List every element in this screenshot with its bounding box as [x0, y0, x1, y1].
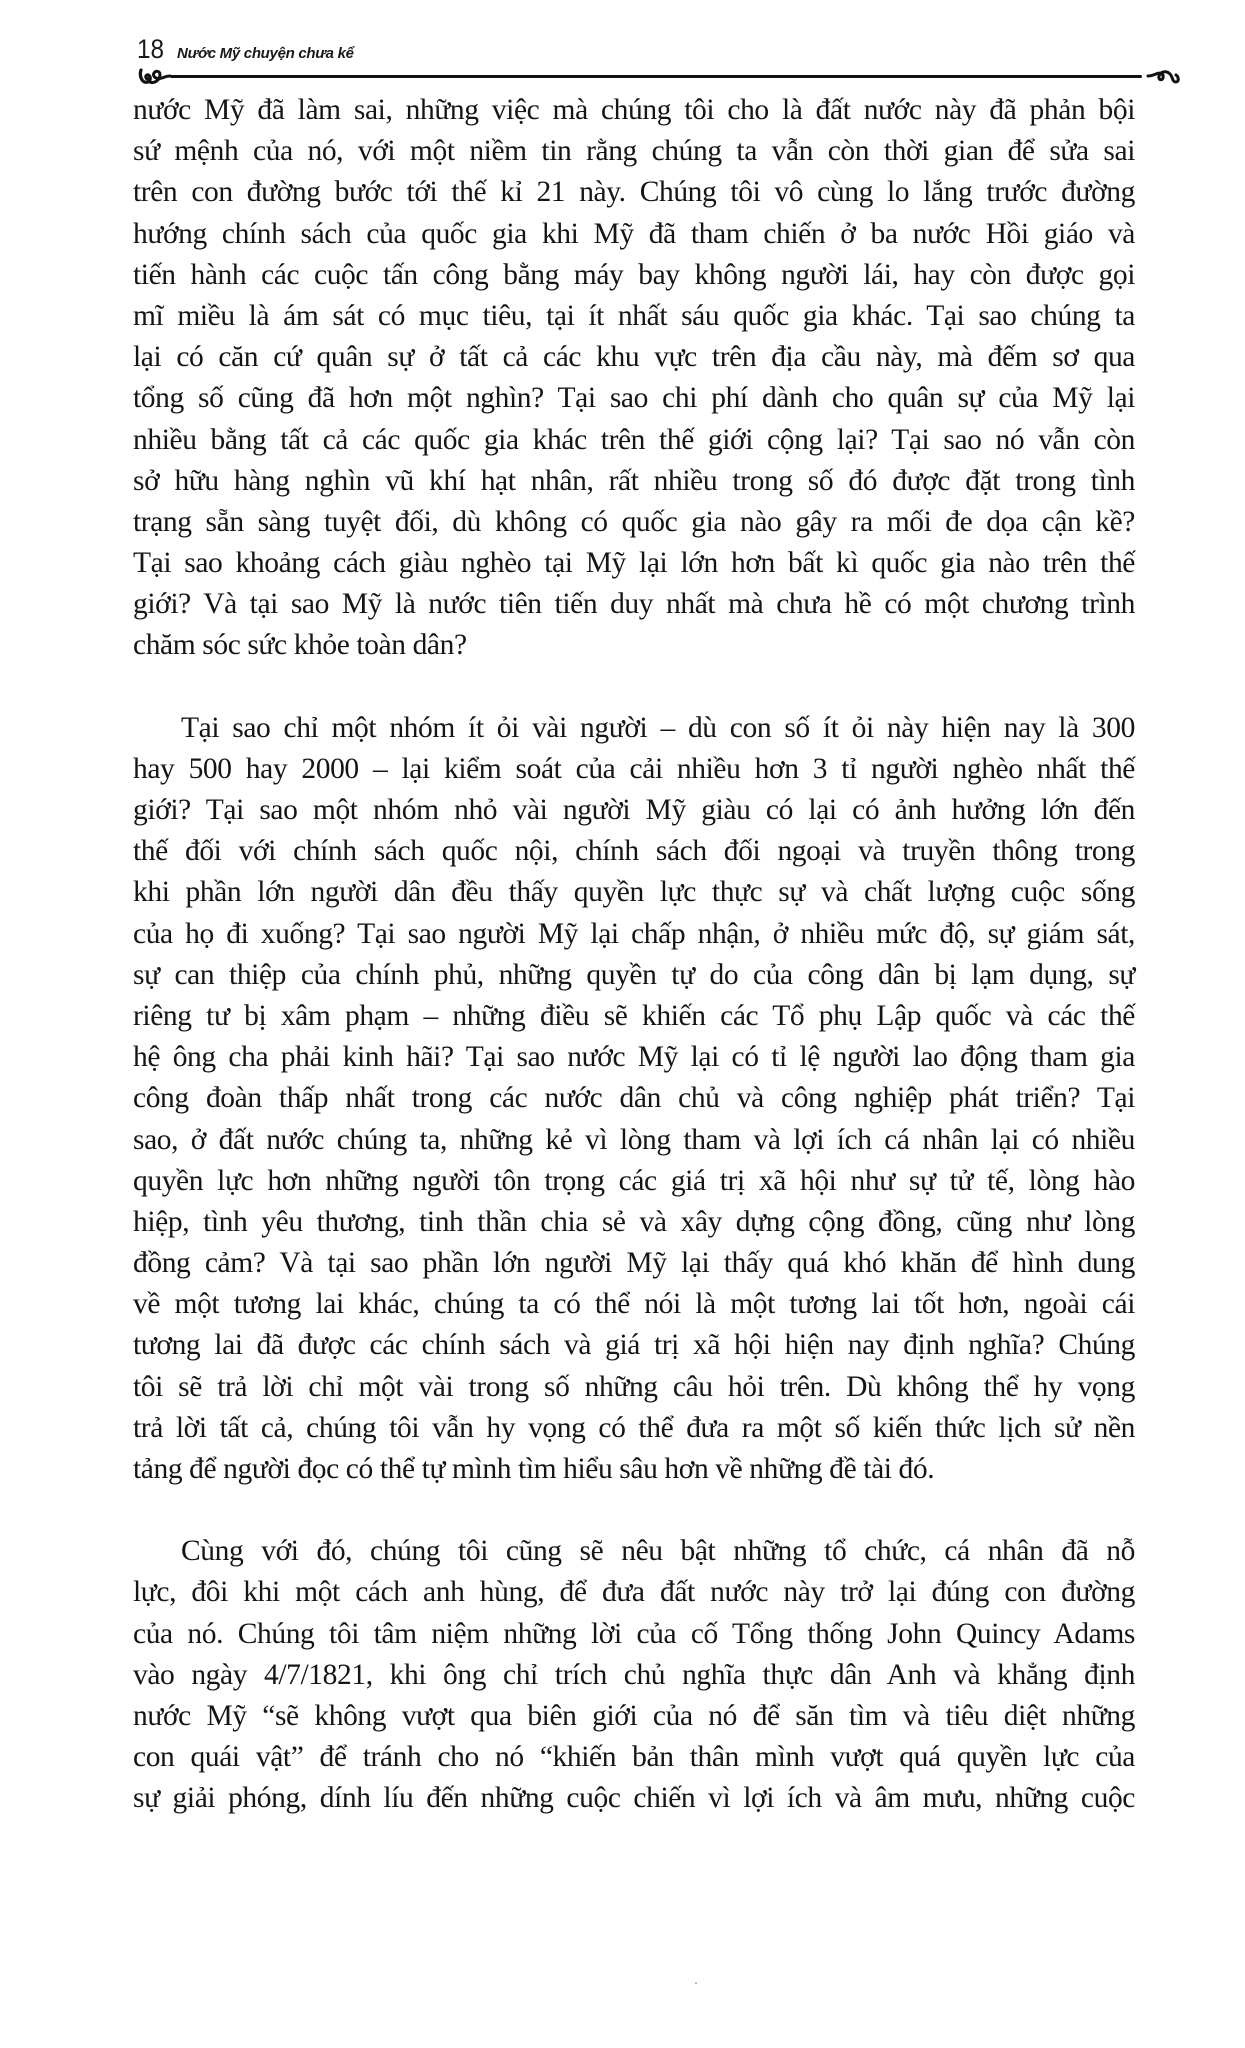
text-line: trả lời tất cả, chúng tôi vẫn hy vọng có thể đưa ra một số kiến thức lịch sử nền	[133, 1411, 1135, 1444]
text-line: vào ngày 4/7/1821, khi ông chỉ trích chủ nghĩa thực dân Anh và khẳng định	[133, 1658, 1135, 1691]
text-line: về một tương lai khác, chúng ta có thể nói là một tương lai tốt hơn, ngoài cái	[133, 1288, 1135, 1321]
text-line: tảng để người đọc có thể tự mình tìm hiểu sâu hơn về những đề tài đó.	[133, 1453, 935, 1485]
text-line: sự giải phóng, dính líu đến những cuộc chiến vì lợi ích và âm mưu, những cuộc	[133, 1782, 1135, 1815]
text-line: nước Mỹ đã làm sai, những việc mà chúng tôi cho là đất nước này đã phản bội	[133, 94, 1135, 126]
header-rule	[140, 66, 1180, 86]
rule-line	[170, 75, 1142, 78]
paragraph-1	[133, 90, 1135, 667]
text-line: tổng số cũng đã hơn một nghìn? Tại sao chi phí dành cho quân sự của Mỹ lại	[133, 382, 1135, 415]
body-text	[133, 90, 1135, 1820]
paragraph-2	[133, 708, 1135, 1491]
text-line: trên con đường bước tới thế kỉ 21 này. Chúng tôi vô cùng lo lắng trước đường	[133, 176, 1135, 209]
text-line: sự can thiệp của chính phủ, những quyền tự do của công dân bị lạm dụng, sự	[133, 958, 1135, 991]
text-line: hướng chính sách của quốc gia khi Mỹ đã tham chiến ở ba nước Hồi giáo và	[133, 217, 1135, 250]
text-line: của nó. Chúng tôi tâm niệm những lời của cố Tổng thống John Quincy Adams	[133, 1617, 1135, 1650]
text-line: sứ mệnh của nó, với một niềm tin rằng chúng ta vẫn còn thời gian để sửa sai	[133, 135, 1135, 168]
text-line: hệ ông cha phải kinh hãi? Tại sao nước Mỹ lại có tỉ lệ người lao động tham gia	[133, 1041, 1135, 1074]
text-line: Tại sao khoảng cách giàu nghèo tại Mỹ lại lớn hơn bất kì quốc gia nào trên thế	[133, 547, 1135, 580]
text-line: đồng cảm? Và tại sao phần lớn người Mỹ lại thấy quá khó khăn để hình dung	[133, 1247, 1135, 1280]
text-line: riêng tư bị xâm phạm – những điều sẽ khiến các Tổ phụ Lập quốc và các thế	[133, 999, 1135, 1032]
text-line: hiệp, tình yêu thương, tinh thần chia sẻ và xây dựng cộng đồng, cũng như lòng	[133, 1205, 1135, 1238]
text-line: công đoàn thấp nhất trong các nước dân chủ và công nghiệp phát triển? Tại	[133, 1082, 1135, 1115]
text-line: khi phần lớn người dân đều thấy quyền lực thực sự và chất lượng cuộc sống	[133, 876, 1135, 909]
text-line: tiến hành các cuộc tấn công bằng máy bay không người lái, hay còn được gọi	[133, 258, 1135, 291]
text-line: sao, ở đất nước chúng ta, những kẻ vì lòng tham và lợi ích cá nhân lại có nhiều	[133, 1123, 1135, 1156]
text-line: tôi sẽ trả lời chỉ một vài trong số những câu hỏi trên. Dù không thể hy vọng	[133, 1370, 1135, 1403]
running-head	[137, 34, 354, 65]
text-line: Cùng với đó, chúng tôi cũng sẽ nêu bật những tổ chức, cá nhân đã nỗ	[181, 1535, 1135, 1568]
text-line: tương lai đã được các chính sách và giá trị xã hội hiện nay định nghĩa? Chúng	[133, 1329, 1135, 1362]
text-line: Tại sao chỉ một nhóm ít ỏi vài người – dù con số ít ỏi này hiện nay là 300	[181, 711, 1135, 744]
paragraph-gap	[133, 667, 1135, 708]
text-line: của họ đi xuống? Tại sao người Mỹ lại chấp nhận, ở nhiều mức độ, sự giám sát,	[133, 917, 1135, 950]
swash-ornament-right-icon	[1146, 66, 1180, 86]
page-number: 18	[137, 34, 165, 64]
text-line: quyền lực hơn những người tôn trọng các giá trị xã hội như sự tử tế, lòng hào	[133, 1164, 1135, 1197]
text-line: lực, đôi khi một cách anh hùng, để đưa đất nước này trở lại đúng con đường	[133, 1576, 1135, 1609]
paragraph-gap	[133, 1490, 1135, 1531]
text-line: nước Mỹ “sẽ không vượt qua biên giới của nó để săn tìm và tiêu diệt những	[133, 1699, 1135, 1732]
text-line: lại có căn cứ quân sự ở tất cả các khu vực trên địa cầu này, mà đếm sơ qua	[133, 341, 1135, 374]
text-line: giới? Tại sao một nhóm nhỏ vài người Mỹ giàu có lại có ảnh hưởng lớn đến	[133, 794, 1135, 826]
paragraph-3	[133, 1531, 1135, 1819]
text-line: chăm sóc sức khỏe toàn dân?	[133, 629, 467, 662]
text-line: giới? Và tại sao Mỹ là nước tiên tiến duy nhất mà chưa hề có một chương trình	[133, 588, 1135, 621]
text-line: hay 500 hay 2000 – lại kiểm soát của cải nhiều hơn 3 tỉ người nghèo nhất thế	[133, 752, 1135, 785]
text-line: sở hữu hàng nghìn vũ khí hạt nhân, rất nhiều trong số đó được đặt trong tình	[133, 464, 1135, 497]
book-title: Nước Mỹ chuyện chưa kể	[177, 45, 354, 62]
text-line: con quái vật” để tránh cho nó “khiến bản thân mình vượt quá quyền lực của	[133, 1741, 1135, 1774]
text-line: thế đối với chính sách quốc nội, chính sách đối ngoại và truyền thông trong	[133, 835, 1135, 868]
scan-artifact	[695, 1982, 697, 1984]
text-line: nhiều bằng tất cả các quốc gia khác trên thế giới cộng lại? Tại sao nó vẫn còn	[133, 423, 1135, 456]
text-line: trạng sẵn sàng tuyệt đối, dù không có quốc gia nào gây ra mối đe dọa cận kề?	[133, 505, 1135, 538]
swash-ornament-left-icon	[138, 66, 172, 86]
text-line: mĩ miều là ám sát có mục tiêu, tại ít nhất sáu quốc gia khác. Tại sao chúng ta	[133, 299, 1135, 332]
